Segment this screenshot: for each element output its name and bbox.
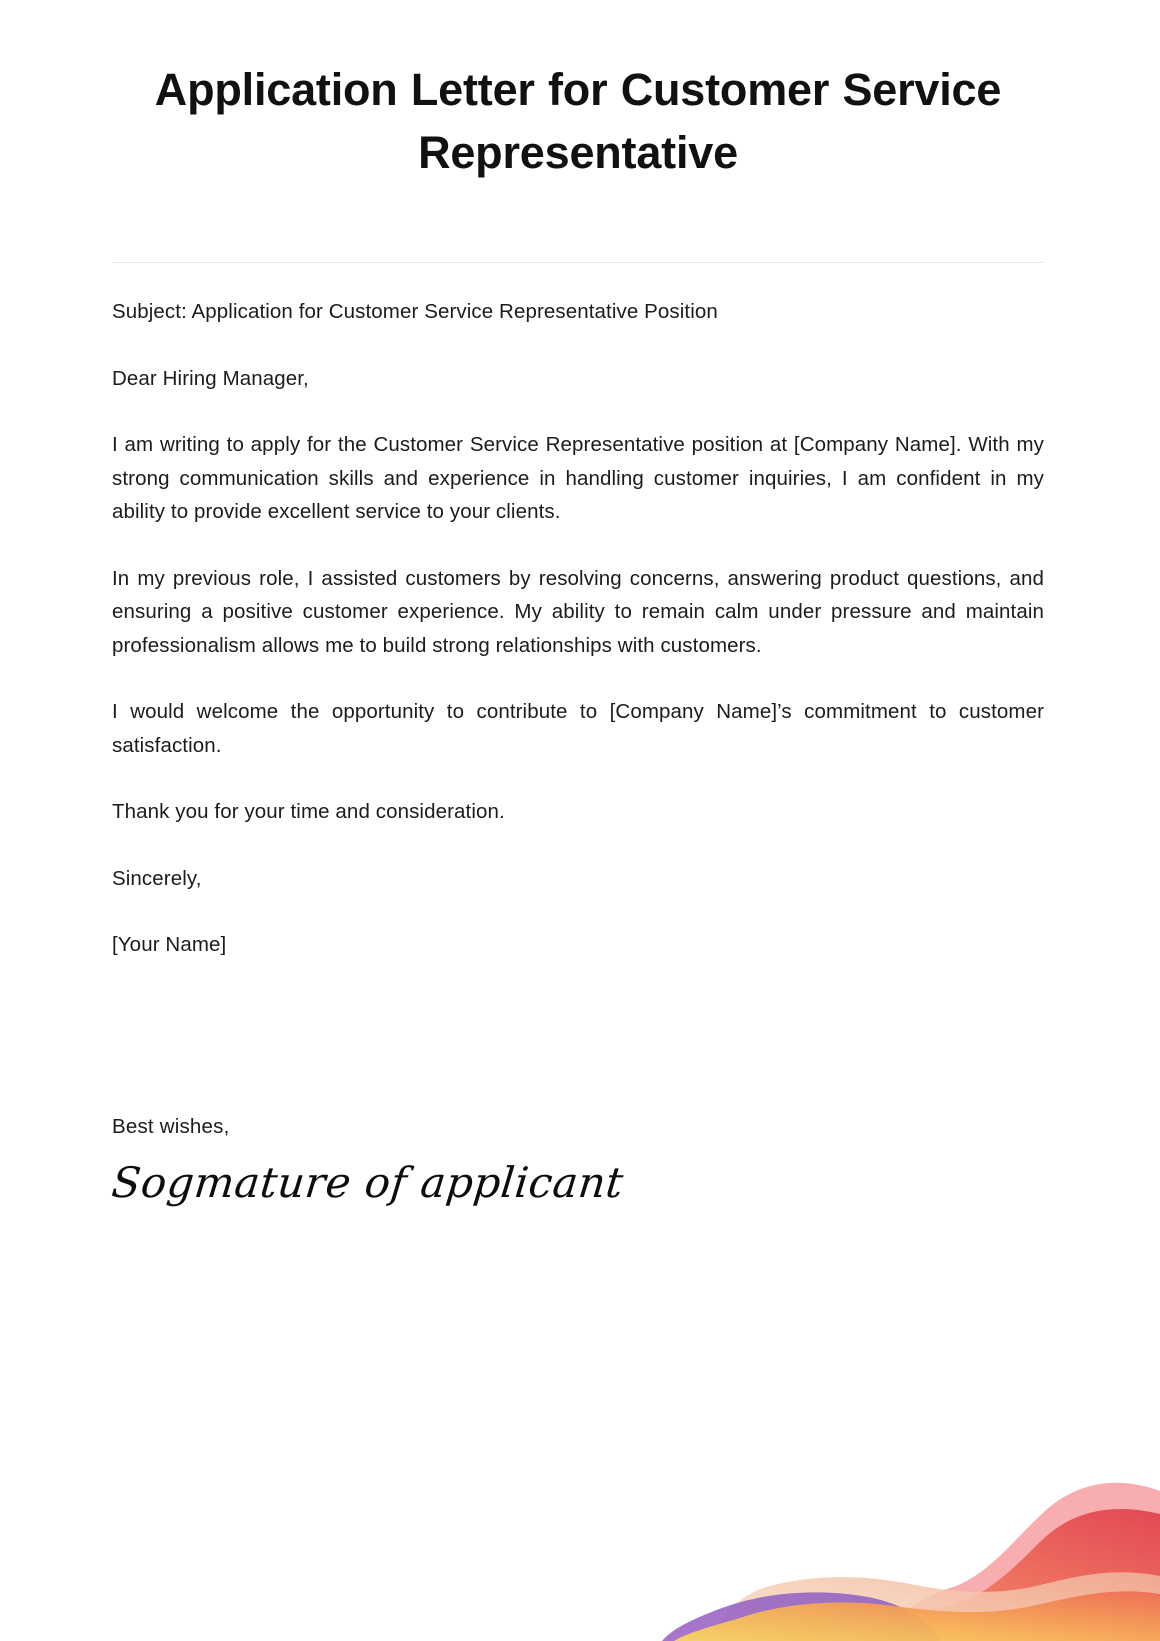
name-placeholder: [Your Name] [112,933,227,956]
best-wishes-line: Best wishes, [112,1114,230,1138]
closing-block [109,1110,1044,1210]
wave-layer-mid-red [760,1509,1160,1641]
subject-line: Subject: Application for Customer Service Representative Position [112,300,718,323]
body-paragraph-1: I am writing to apply for the Customer Service Representative position at [Company Name]. With my strong communication skills and experience in handling customer inquiries, I am confident in my ability to provide excellent service to your clients. [112,433,1044,523]
body-paragraph-2: In my previous role, I assisted customers by resolving concerns, answering product questions, and ensuring a positive customer experience. My ability to remain calm under pressure and maintain professionalism allows me to build strong relationships with customers. [112,566,1044,657]
wave-layer-pale-peach [710,1572,1160,1641]
body-paragraph-3: I would welcome the opportunity to contribute to [Company Name]’s commitment to customer satisfaction. [112,700,1044,757]
salutation: Dear Hiring Manager, [112,366,309,390]
letter-content [109,0,1044,1209]
header-divider [112,262,1044,263]
sign-off: Sincerely, [112,866,202,890]
letter-body [112,295,1044,962]
thank-you-line: Thank you for your time and consideration. [112,800,505,823]
page-title: Application Letter for Customer Service Representative [154,64,1002,178]
applicant-signature: Sogmature of applicant [109,1158,627,1207]
decorative-wave-graphic [640,1426,1160,1641]
wave-layer-purple [662,1592,940,1641]
wave-layer-back-pink [878,1483,1160,1641]
wave-layer-front-orange [674,1591,1160,1641]
